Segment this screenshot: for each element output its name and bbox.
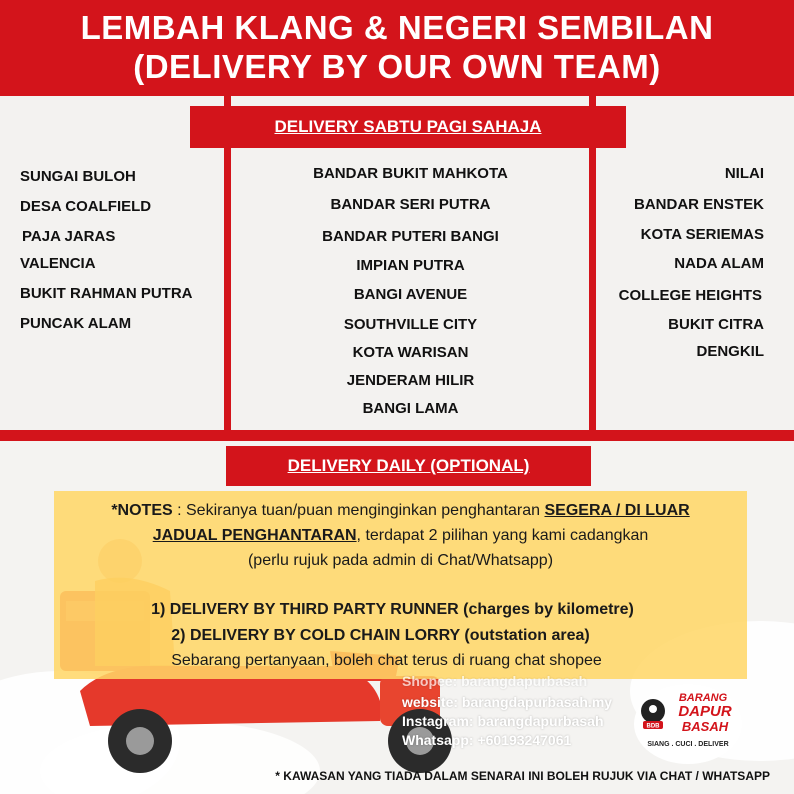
- delivery-option-1: 1) DELIVERY BY THIRD PARTY RUNNER (charges by kilometre): [151, 601, 634, 618]
- notes-line-2-emphasis: JADUAL PENGHANTARAN: [152, 527, 357, 544]
- location-item: SUNGAI BULOH: [20, 168, 136, 185]
- brand-logo: [633, 683, 743, 765]
- logo-tagline: SIANG . CUCI . DELIVER: [647, 741, 729, 748]
- location-item: NILAI: [724, 165, 764, 182]
- contact-instagram: Instagram: barangdapurbasah: [402, 713, 604, 729]
- header-banner: [0, 0, 794, 92]
- location-item: VALENCIA: [20, 255, 96, 272]
- location-item: COLLEGE HEIGHTS: [618, 287, 762, 304]
- title-line-1: LEMBAH KLANG & NEGERI SEMBILAN: [80, 9, 714, 46]
- notes-box: [54, 491, 747, 679]
- notes-line-1-emphasis: SEGERA / DI LUAR: [544, 502, 690, 519]
- footnote: * KAWASAN YANG TIADA DALAM SENARAI INI BOLEH RUJUK VIA CHAT / WHATSAPP: [275, 769, 770, 783]
- logo-badge: BDB: [646, 723, 660, 730]
- location-item: KOTA SERIEMAS: [640, 226, 764, 243]
- location-item: DESA COALFIELD: [20, 198, 152, 215]
- location-item: NADA ALAM: [674, 255, 764, 272]
- notes-label: *NOTES: [111, 502, 173, 519]
- location-item: BANDAR PUTERI BANGI: [322, 228, 499, 245]
- notes-line-1: [54, 500, 747, 522]
- location-item: BANDAR ENSTEK: [633, 196, 764, 213]
- saturday-delivery-banner: [190, 106, 626, 148]
- logo-word-1: BARANG: [678, 692, 728, 704]
- logo-word-2: DAPUR: [678, 703, 732, 720]
- location-item: BANDAR BUKIT MAHKOTA: [313, 165, 508, 182]
- title-line-2: (DELIVERY BY OUR OWN TEAM): [133, 48, 661, 85]
- section-divider: [0, 430, 794, 441]
- notes-line-2-text: , terdapat 2 pilihan yang kami cadangkan: [356, 527, 649, 544]
- location-item: PAJA JARAS: [22, 228, 116, 245]
- location-item: JENDERAM HILIR: [346, 372, 475, 389]
- location-item: SOUTHVILLE CITY: [343, 316, 478, 333]
- logo-word-3: BASAH: [681, 719, 729, 734]
- location-item: BANGI AVENUE: [353, 286, 468, 303]
- notes-line-3: (perlu rujuk pada admin di Chat/Whatsapp): [247, 552, 554, 569]
- delivery-option-2: 2) DELIVERY BY COLD CHAIN LORRY (outstation area): [171, 627, 590, 644]
- saturday-delivery-label: DELIVERY SABTU PAGI SAHAJA: [274, 117, 542, 136]
- notes-closing: Sebarang pertanyaan, boleh chat terus di ruang chat shopee: [171, 652, 602, 669]
- location-item: BANDAR SERI PUTRA: [330, 196, 491, 213]
- contact-whatsapp: Whatsapp: +60193247061: [402, 732, 572, 748]
- location-item: DENGKIL: [696, 343, 764, 360]
- location-item: BANGI LAMA: [362, 400, 459, 417]
- location-item: IMPIAN PUTRA: [356, 257, 465, 274]
- daily-delivery-banner: [226, 446, 591, 486]
- location-item: BUKIT CITRA: [668, 316, 764, 333]
- location-item: BUKIT RAHMAN PUTRA: [20, 285, 193, 302]
- location-item: PUNCAK ALAM: [20, 315, 132, 332]
- contact-shopee: Shopee: barangdapurbasah: [402, 673, 588, 689]
- daily-delivery-label: DELIVERY DAILY (OPTIONAL): [287, 456, 530, 475]
- notes-line-1-text: : Sekiranya tuan/puan menginginkan penghantaran: [172, 502, 545, 519]
- contact-website: website: barangdapurbasah.my: [402, 694, 613, 710]
- location-item: KOTA WARISAN: [352, 344, 469, 361]
- notes-line-2: [54, 525, 747, 547]
